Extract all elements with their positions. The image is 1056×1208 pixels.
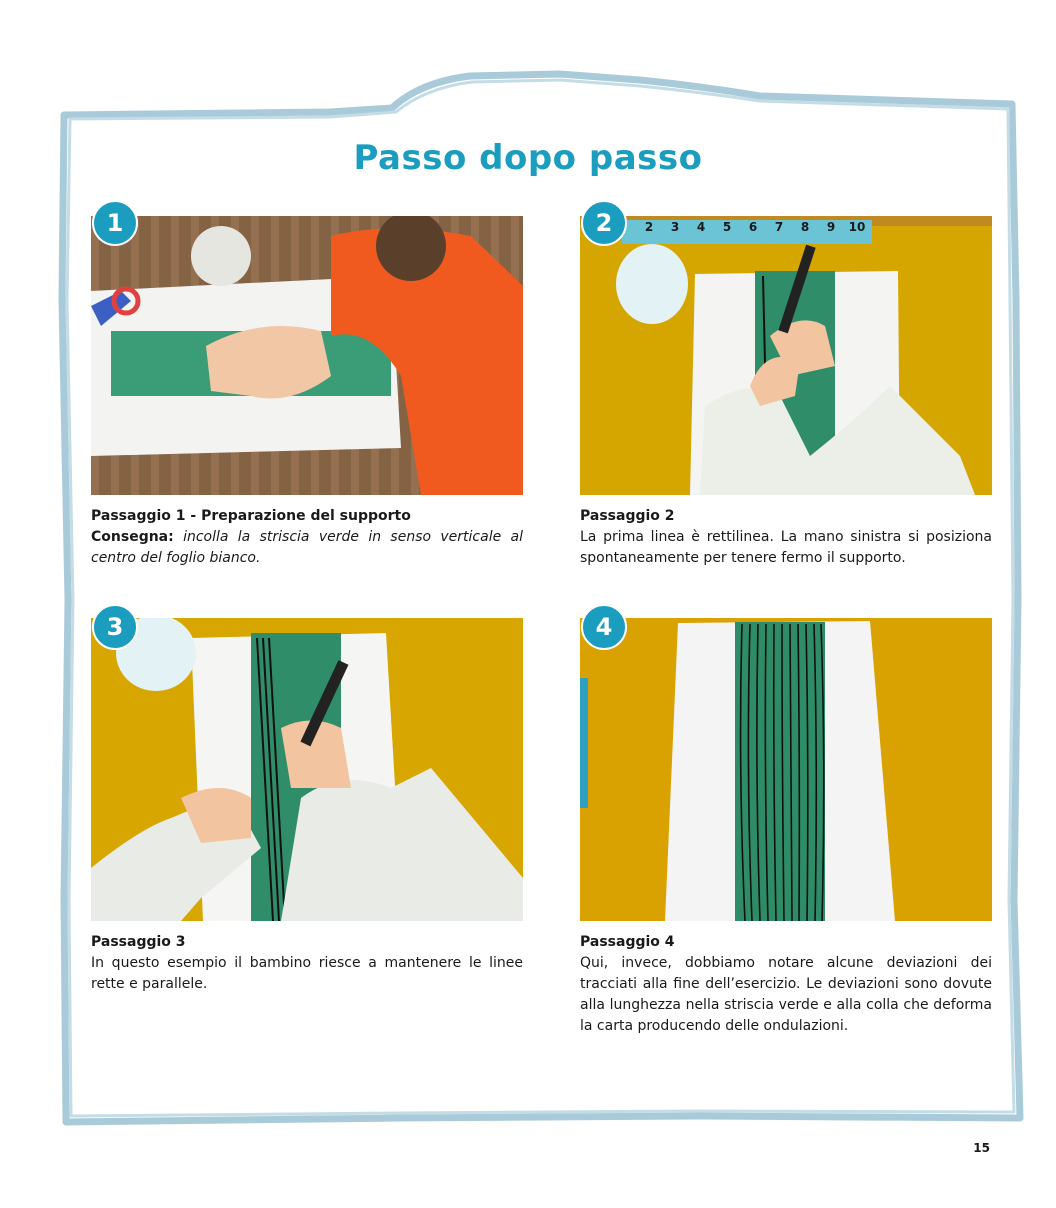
caption-heading: Passaggio 2: [580, 508, 675, 524]
caption-heading: Passaggio 1 - Preparazione del supporto: [91, 508, 411, 524]
caption-text: Qui, invece, dobbiamo notare alcune deviazioni dei tracciati alla fine dell’esercizio. Le deviazioni sono dovute alla lunghezza nella striscia verde e alla colla che deforma la carta producendo delle ondulazioni.: [580, 955, 992, 1034]
photo-step-1: [91, 216, 523, 495]
step-badge-4: 4: [581, 604, 627, 650]
caption-step-4: [580, 932, 992, 1037]
step-badge-3: 3: [92, 604, 138, 650]
photo-step-3: [91, 618, 523, 921]
caption-text: incolla la striscia verde in senso verticale al centro del foglio bianco.: [91, 529, 524, 566]
page-title: Passo dopo passo: [353, 138, 703, 178]
caption-text: La prima linea è rettilinea. La mano sinistra si posiziona spontaneamente per tenere fermo il supporto.: [580, 529, 992, 566]
caption-heading: Passaggio 4: [580, 934, 675, 950]
photo-step-2: [580, 216, 992, 495]
caption-step-2: [580, 506, 992, 569]
photo-step-4: [580, 618, 992, 921]
caption-text: In questo esempio il bambino riesce a mantenere le linee rette e parallele.: [91, 955, 523, 992]
step-badge-2: 2: [581, 200, 627, 246]
caption-heading: Passaggio 3: [91, 934, 186, 950]
caption-step-3: [91, 932, 523, 995]
step-badge-1: 1: [92, 200, 138, 246]
caption-label: Consegna:: [91, 529, 174, 545]
page-number: 15: [973, 1141, 990, 1155]
caption-step-1: [91, 506, 523, 569]
ruler: 2 3 4 5 6 7 8 9 10: [644, 220, 866, 234]
